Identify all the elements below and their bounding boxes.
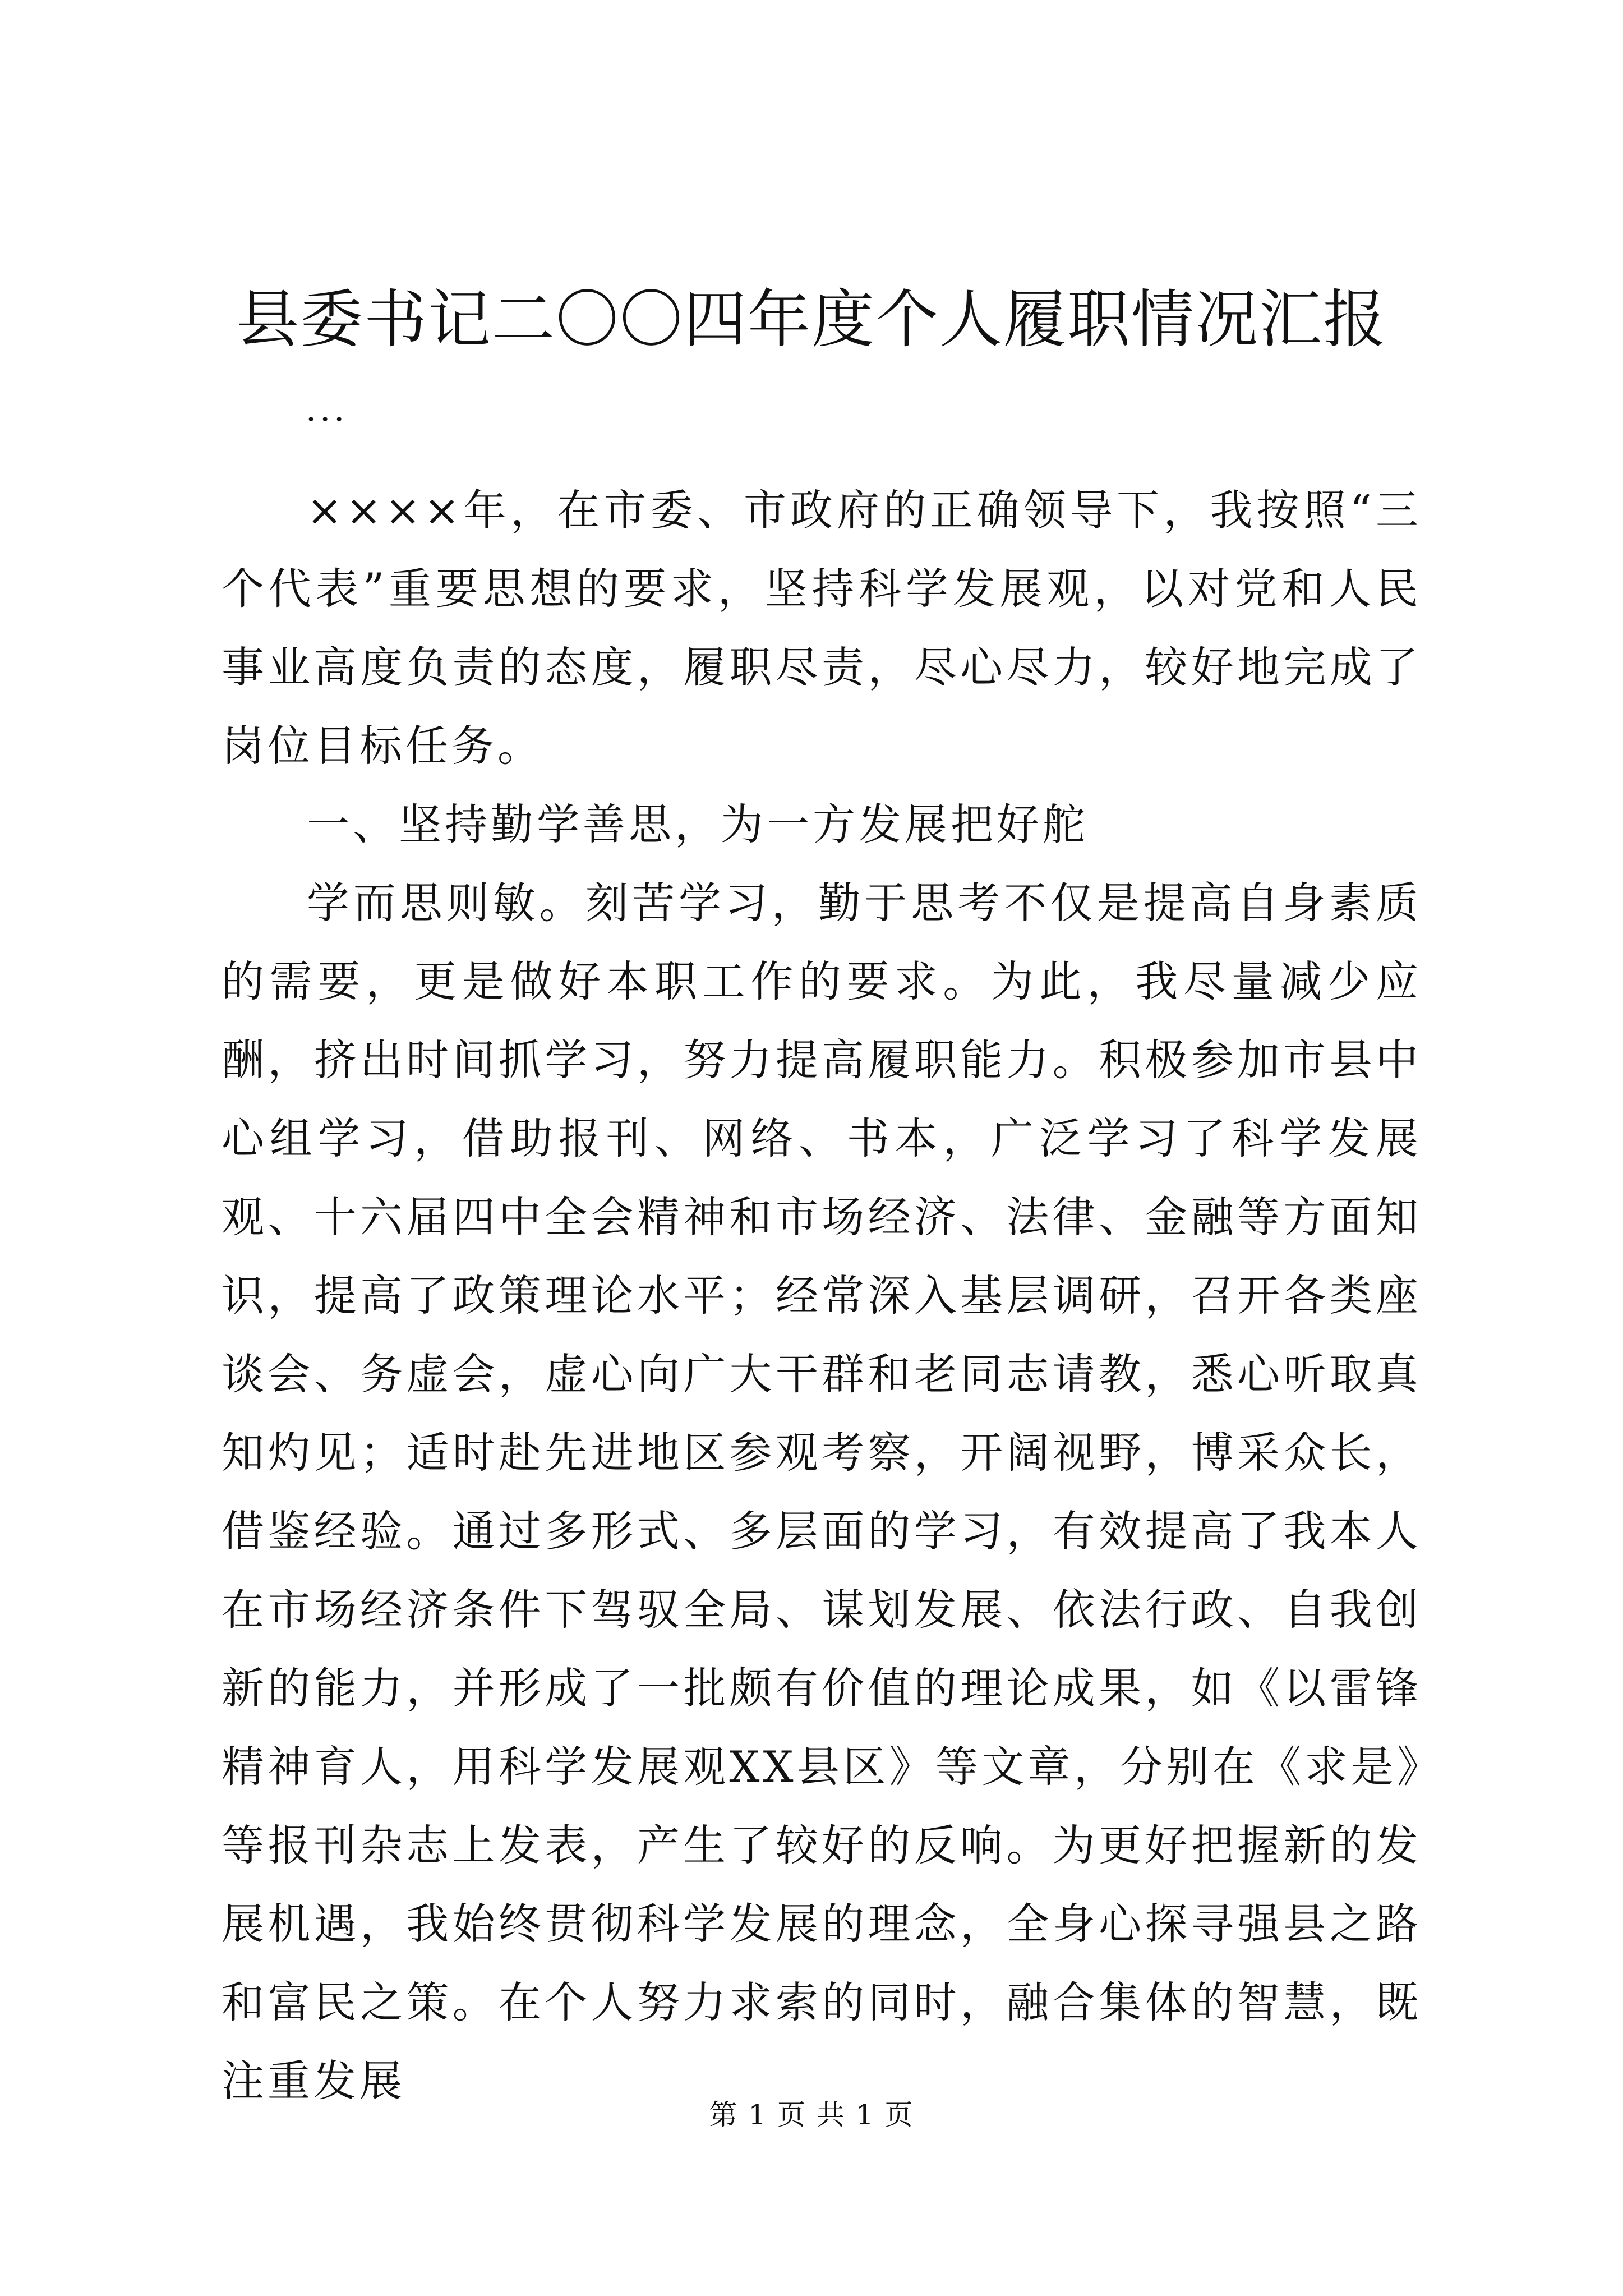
ellipsis-mark: ... bbox=[306, 390, 348, 429]
paragraph-intro: ××××年，在市委、市政府的正确领导下，我按照“三个代表”重要思想的要求，坚持科学发展观，以对党和人民事业高度负责的态度，履职尽责，尽心尽力，较好地完成了岗位目标任务。 bbox=[222, 485, 1422, 771]
paragraph-section-1: 学而思则敏。刻苦学习，勤于思考不仅是提高自身素质的需要，更是做好本职工作的要求。为此，我尽量减少应酬，挤出时间抓学习，努力提高履职能力。积极参加市县中心组学习，借助报刊、网络、书本，广泛学习了科学发展观、十六届四中全会精神和市场经济、法律、金融等方面知识，提高了政策理论水平；经常深入基层调研，召开各类座谈会、务虚会，虚心向广大干群和老同志请教，悉心听取真知灼见；适时赴先进地区参观考察，开阔视野，博采众长，借鉴经验。通过多形式、多层面的学习，有效提高了我本人在市场经济条件下驾驭全局、谋划发展、依法行政、自我创新的能力，并形成了一批颇有价值的理论成果，如《以雷锋精神育人，用科学发展观XX县区》等文章，分别在《求是》等报刊杂志上发表，产生了较好的反响。为更好把握新的发展机遇，我始终贯彻科学发展的理念，全身心探寻强县之路和富民之策。在个人努力求索的同时，融合集体的智慧，既注重发展 bbox=[222, 878, 1422, 2106]
document-title: 县委书记二〇〇四年度个人履职情况汇报 bbox=[236, 283, 1387, 356]
document-body bbox=[222, 471, 1422, 2120]
section-heading: 一、坚持勤学善思，为一方发展把好舵 bbox=[307, 799, 1089, 849]
page-footer: 第 1 页 共 1 页 bbox=[709, 2099, 914, 2131]
